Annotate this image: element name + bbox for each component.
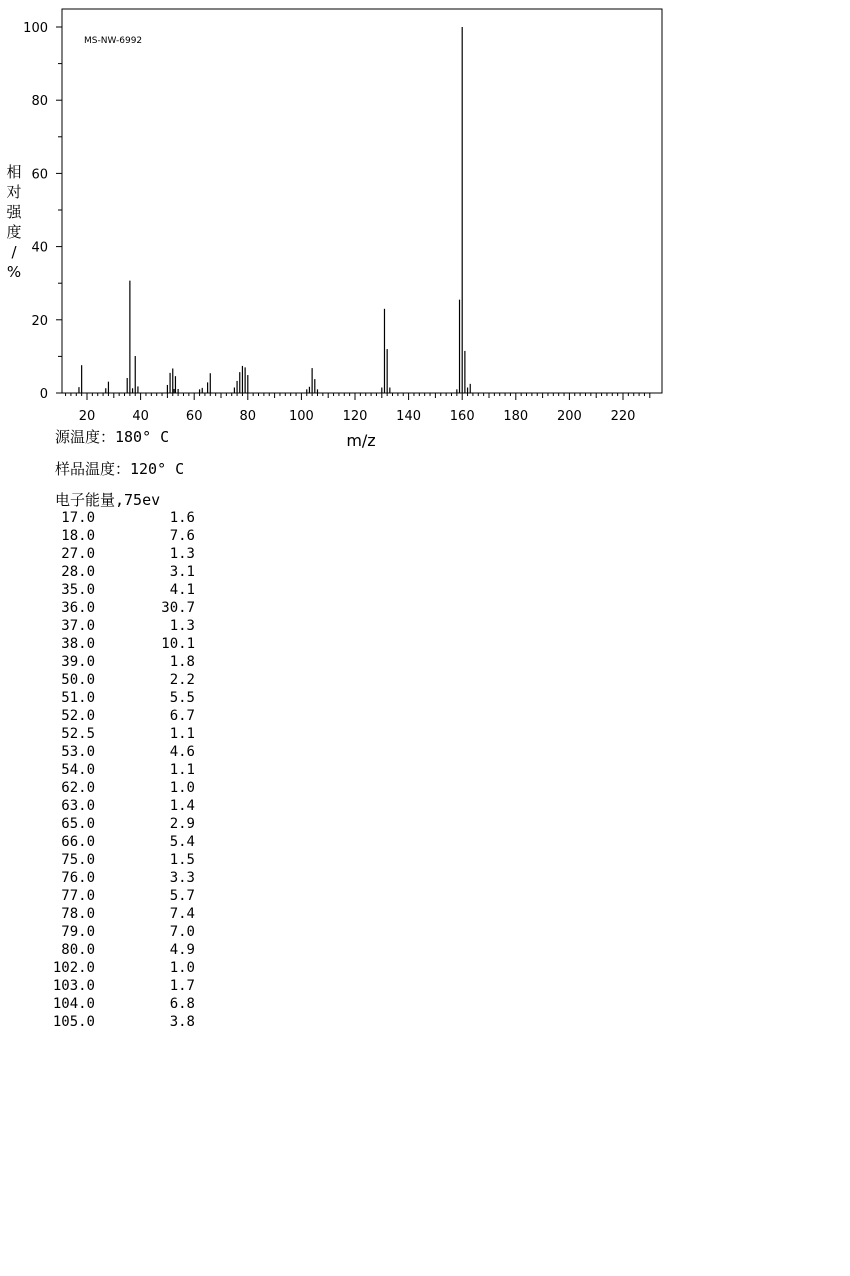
peak-row: [0, 546, 260, 564]
peak-row: [0, 816, 260, 834]
peak-row: [0, 978, 260, 996]
peak-mz: 54.0: [61, 762, 95, 778]
peak-mz: 76.0: [61, 870, 95, 886]
sample-temperature: 样品温度：120° C: [55, 460, 185, 478]
peak-row: [0, 798, 260, 816]
peak-mz: 103.0: [52, 978, 95, 994]
x-tick-label: 100: [288, 409, 314, 424]
peak-row: [0, 852, 260, 870]
x-tick-label: 200: [556, 409, 582, 424]
peak-intensity: 3.8: [169, 1014, 195, 1030]
x-tick-label: 220: [610, 409, 636, 424]
y-axis-label-char: 对: [6, 183, 22, 201]
peak-mz: 66.0: [61, 834, 95, 850]
peak-mz: 50.0: [61, 672, 95, 688]
peak-row: [0, 780, 260, 798]
peak-row: [0, 582, 260, 600]
peak-row: [0, 510, 260, 528]
y-axis-label-char: /: [11, 243, 17, 261]
x-tick-label: 160: [449, 409, 475, 424]
peak-row: [0, 960, 260, 978]
peak-row: [0, 996, 260, 1014]
peak-row: [0, 906, 260, 924]
peak-intensity: 1.7: [169, 978, 195, 994]
peak-intensity: 5.5: [169, 690, 195, 706]
peak-mz: 28.0: [61, 564, 95, 580]
y-tick-label: 0: [39, 387, 48, 402]
peak-table: [0, 510, 260, 1032]
x-tick-label: 180: [503, 409, 529, 424]
peak-row: [0, 888, 260, 906]
peak-intensity: 2.2: [169, 672, 195, 688]
peak-mz: 51.0: [61, 690, 95, 706]
peak-intensity: 10.1: [161, 636, 195, 652]
peak-mz: 78.0: [61, 906, 95, 922]
peak-intensity: 7.6: [169, 528, 195, 544]
peak-row: [0, 744, 260, 762]
peak-intensity: 3.1: [169, 564, 195, 580]
peak-row: [0, 672, 260, 690]
y-axis-label: [6, 163, 22, 281]
peak-row: [0, 942, 260, 960]
peak-intensity: 5.7: [169, 888, 195, 904]
peak-mz: 79.0: [61, 924, 95, 940]
peak-row: [0, 690, 260, 708]
x-axis: [66, 393, 650, 424]
peak-row: [0, 708, 260, 726]
peak-mz: 80.0: [61, 942, 95, 958]
peak-intensity: 4.6: [169, 744, 195, 760]
peak-intensity: 2.9: [169, 816, 195, 832]
peak-mz: 39.0: [61, 654, 95, 670]
y-axis-label-char: 相: [6, 163, 22, 181]
peak-mz: 36.0: [61, 600, 95, 616]
peak-mz: 62.0: [61, 780, 95, 796]
peak-mz: 63.0: [61, 798, 95, 814]
y-tick-label: 80: [31, 94, 48, 110]
peak-intensity: 1.4: [169, 798, 195, 814]
peak-intensity: 4.9: [169, 942, 195, 958]
peak-mz: 52.0: [61, 708, 95, 724]
peak-intensity: 1.0: [169, 960, 195, 976]
peak-intensity: 1.5: [169, 852, 195, 868]
chart-title: MS-NW-6992: [84, 36, 143, 46]
peak-mz: 104.0: [52, 996, 95, 1012]
electron-energy: 电子能量,75ev: [55, 491, 161, 509]
peak-row: [0, 654, 260, 672]
peak-row: [0, 528, 260, 546]
peak-mz: 35.0: [61, 582, 95, 598]
x-tick-label: 60: [185, 409, 203, 424]
y-tick-label: 100: [23, 21, 48, 36]
peak-mz: 102.0: [52, 960, 95, 976]
spectrum-bars: [79, 27, 470, 393]
plot-frame: [62, 9, 662, 393]
y-tick-label: 40: [31, 240, 48, 256]
peak-mz: 27.0: [61, 546, 95, 562]
peak-intensity: 1.0: [169, 780, 195, 796]
peak-row: [0, 1014, 260, 1032]
peak-row: [0, 618, 260, 636]
peak-mz: 18.0: [61, 528, 95, 544]
mass-spectrum-chart: [0, 0, 850, 460]
x-axis-label: m/z: [346, 431, 376, 450]
peak-row: [0, 870, 260, 888]
x-tick-label: 40: [132, 409, 149, 424]
peak-mz: 37.0: [61, 618, 95, 634]
y-axis: [23, 21, 62, 402]
peak-mz: 53.0: [61, 744, 95, 760]
peak-intensity: 6.8: [169, 996, 195, 1012]
source-temperature: 源温度：180° C: [55, 428, 170, 446]
peak-row: [0, 924, 260, 942]
y-axis-label-char: 度: [6, 223, 22, 241]
peak-intensity: 30.7: [161, 600, 195, 616]
peak-row: [0, 636, 260, 654]
peak-row: [0, 564, 260, 582]
y-tick-label: 60: [31, 167, 48, 183]
peak-mz: 17.0: [61, 510, 95, 526]
peak-row: [0, 600, 260, 618]
peak-intensity: 1.8: [169, 654, 195, 670]
peak-intensity: 1.3: [169, 546, 195, 562]
peak-mz: 75.0: [61, 852, 95, 868]
peak-row: [0, 726, 260, 744]
y-axis-label-char: 强: [6, 203, 22, 221]
peak-mz: 77.0: [61, 888, 95, 904]
peak-intensity: 3.3: [169, 870, 195, 886]
peak-mz: 52.5: [61, 726, 95, 742]
x-tick-label: 80: [239, 409, 257, 424]
x-tick-label: 140: [396, 409, 422, 424]
peak-intensity: 4.1: [169, 582, 195, 598]
peak-intensity: 6.7: [169, 708, 195, 724]
peak-mz: 105.0: [52, 1014, 95, 1030]
peak-intensity: 7.0: [169, 924, 195, 940]
y-tick-label: 20: [31, 313, 48, 329]
y-axis-label-char: %: [6, 263, 22, 281]
peak-intensity: 7.4: [169, 906, 195, 922]
peak-mz: 38.0: [61, 636, 95, 652]
peak-intensity: 1.1: [169, 726, 195, 742]
peak-row: [0, 834, 260, 852]
peak-intensity: 5.4: [169, 834, 195, 850]
peak-row: [0, 762, 260, 780]
peak-intensity: 1.6: [169, 510, 195, 526]
peak-mz: 65.0: [61, 816, 95, 832]
peak-intensity: 1.1: [169, 762, 195, 778]
peak-intensity: 1.3: [169, 618, 195, 634]
x-tick-label: 120: [342, 409, 368, 424]
x-tick-label: 20: [78, 409, 96, 424]
